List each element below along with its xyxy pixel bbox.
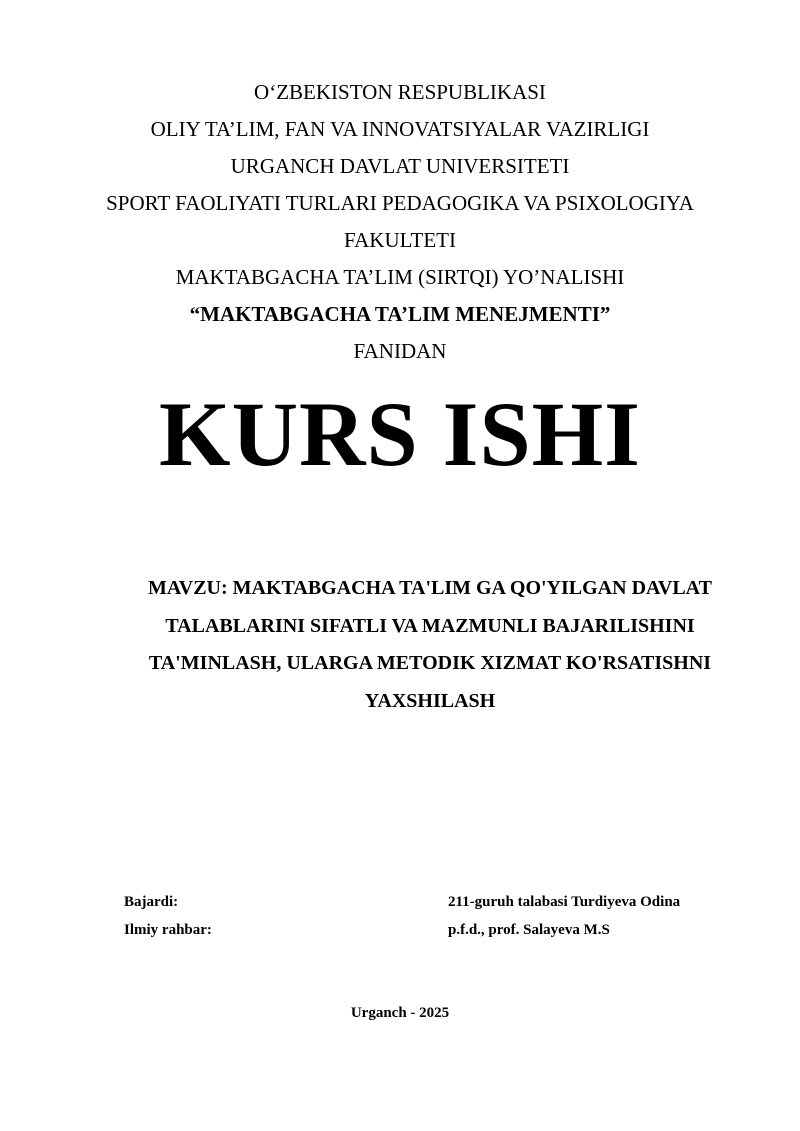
faculty-line: SPORT FAOLIYATI TURLARI PEDAGOGIKA VA PSIXOLOGIYA [106,191,694,215]
country-line: O‘ZBEKISTON RESPUBLIKASI [254,80,546,104]
supervisor-label: Ilmiy rahbar: [124,922,212,938]
university-line: URGANCH DAVLAT UNIVERSITETI [230,154,570,178]
subject-line: “MAKTABGACHA TA’LIM MENEJMENTI” [189,302,611,326]
city-year-footer: Urganch - 2025 [350,1005,450,1021]
performed-by-label: Bajardi: [124,894,179,910]
faculty-line-continued: FAKULTETI [344,228,456,252]
supervisor-value: p.f.d., prof. Salayeva M.S [448,922,610,938]
document-title: KURS ISHI [159,383,641,485]
ministry-line: OLIY TA’LIM, FAN VA INNOVATSIYALAR VAZIRLIGI [150,117,650,141]
institution-header [100,74,700,370]
program-line: MAKTABGACHA TA’LIM (SIRTQI) YO’NALISHI [175,265,625,289]
performed-by-value: 211-guruh talabasi Turdiyeva Odina [448,894,681,910]
topic-text: MAVZU: MAKTABGACHA TA'LIM GA QO'YILGAN DAVLAT TALABLARINI SIFATLI VA MAZMUNLI BAJARILISHINI TA'MINLASH, ULARGA METODIK XIZMAT KO'RSATISHNI YAXSHILASH [148,577,712,712]
subject-suffix-line: FANIDAN [353,339,447,363]
